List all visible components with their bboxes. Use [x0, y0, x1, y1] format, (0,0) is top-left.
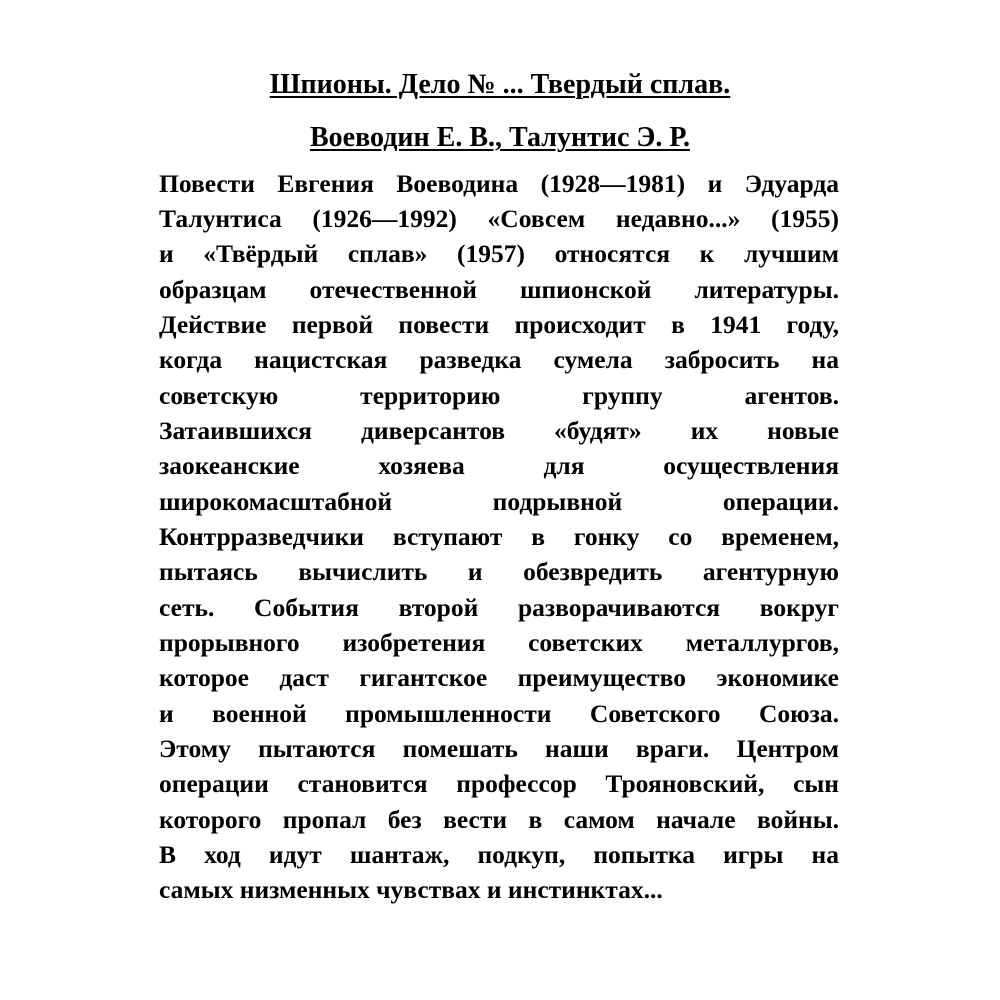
annotation-line: и военной промышленности Советского Союза. — [159, 699, 839, 728]
annotation-line: которое даст гигантское преимущество экономике — [159, 663, 839, 692]
annotation-line: Контрразведчики вступают в гонку со временем, — [159, 522, 839, 551]
annotation-line: Затаившихся диверсантов «будят» их новые — [159, 416, 839, 445]
annotation-line: операции становится профессор Трояновский, сын — [159, 769, 839, 798]
book-title: Шпионы. Дело № ... Твердый сплав. — [269, 69, 731, 100]
annotation-line: самых низменных чувствах и инстинктах... — [159, 875, 663, 904]
annotation-line: прорывного изобретения советских металлургов, — [159, 628, 839, 657]
annotation-line: советскую территорию группу агентов. — [159, 381, 839, 410]
annotation-line: Талунтиса (1926—1992) «Совсем недавно...» (1955) — [159, 204, 839, 233]
annotation-line: Этому пытаются помешать наши враги. Центром — [159, 734, 839, 763]
annotation-text — [159, 0, 839, 1000]
annotation-line: Действие первой повести происходит в 1941 году, — [159, 310, 839, 339]
book-authors: Воеводин Е. В., Талунтис Э. Р. — [310, 122, 690, 153]
annotation-line: В ход идут шантаж, подкуп, попытка игры на — [159, 840, 839, 869]
annotation-line: и «Твёрдый сплав» (1957) относятся к лучшим — [159, 239, 839, 268]
annotation-line: широкомасштабной подрывной операции. — [159, 487, 839, 516]
annotation-line: которого пропал без вести в самом начале войны. — [159, 805, 839, 834]
annotation-line: сеть. События второй разворачиваются вокруг — [159, 593, 839, 622]
annotation-line: Повести Евгения Воеводина (1928—1981) и Эдуарда — [159, 169, 839, 198]
annotation-line: образцам отечественной шпионской литературы. — [159, 275, 839, 304]
annotation-line: когда нацистская разведка сумела забросить на — [159, 345, 839, 374]
annotation-line: заокеанские хозяева для осуществления — [159, 451, 839, 480]
annotation-line: пытаясь вычислить и обезвредить агентурную — [159, 557, 839, 586]
